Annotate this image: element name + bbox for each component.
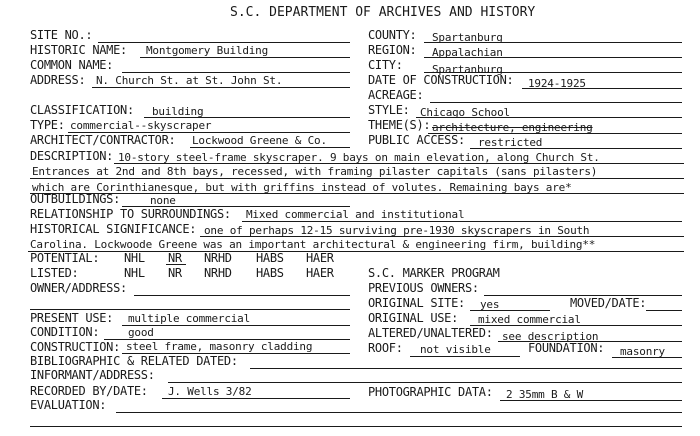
city-value: Spartanburg — [432, 63, 503, 76]
description-line-3: which are Corinthianesque, but with griffins instead of volutes. Remaining bays are* — [32, 181, 572, 194]
roof-line — [410, 356, 520, 357]
region-label: REGION: — [368, 43, 417, 57]
acreage-line — [430, 102, 682, 103]
historic-name-value: Montgomery Building — [146, 44, 269, 57]
classification-value: building — [152, 105, 204, 118]
themes-value: architecture, engineering — [432, 121, 593, 134]
foundation-line — [612, 357, 682, 358]
present-use-label: PRESENT USE: — [30, 311, 114, 325]
original-site-value: yes — [480, 298, 500, 311]
construction-label: CONSTRUCTION: — [30, 340, 121, 354]
type-label: TYPE: — [30, 118, 65, 132]
themes-label: THEME(S): — [368, 118, 431, 132]
owner-address-line-2 — [30, 309, 350, 310]
architect-label: ARCHITECT/CONTRACTOR: — [30, 133, 176, 147]
historic-name-label: HISTORIC NAME: — [30, 43, 127, 57]
historic-name-line — [140, 57, 350, 58]
condition-label: CONDITION: — [30, 325, 100, 339]
potential-nr-underline — [166, 264, 186, 265]
owner-address-line — [134, 295, 350, 296]
altered-value: see description — [502, 330, 599, 343]
public-access-value: restricted — [478, 136, 543, 149]
bibliographic-label: BIBLIOGRAPHIC & RELATED DATED: — [30, 354, 238, 368]
present-use-line — [122, 325, 350, 326]
relationship-line — [242, 221, 682, 222]
present-use-value: multiple commercial — [128, 312, 251, 325]
classification-line — [144, 117, 350, 118]
date-of-construction-label: DATE OF CONSTRUCTION: — [368, 73, 514, 87]
roof-value: not visible — [420, 343, 491, 356]
evaluation-label: EVALUATION: — [30, 398, 107, 412]
evaluation-line — [116, 412, 682, 413]
description-line-2-rule — [30, 178, 684, 179]
public-access-label: PUBLIC ACCESS: — [368, 133, 465, 147]
classification-label: CLASSIFICATION: — [30, 103, 134, 117]
description-label: DESCRIPTION: — [30, 149, 114, 163]
address-value: N. Church St. at St. John St. — [96, 74, 283, 87]
description-line-3-rule — [30, 193, 684, 194]
outbuildings-label: OUTBUILDINGS: — [30, 192, 121, 206]
relationship-value: Mixed commercial and institutional — [246, 208, 465, 221]
outbuildings-value: none — [150, 194, 176, 207]
style-label: STYLE: — [368, 103, 410, 117]
architect-line — [190, 147, 350, 148]
foundation-value: masonry — [620, 345, 665, 358]
historical-significance-line-1: one of perhaps 12-15 surviving pre-1930 skyscrapers in South — [204, 224, 590, 237]
potential-label: POTENTIAL: — [30, 251, 100, 265]
description-line-2: Entrances at 2nd and 8th bays, recessed, with framing pilaster capitals (sans pilasters) — [32, 165, 598, 178]
historical-significance-label: HISTORICAL SIGNIFICANCE: — [30, 222, 197, 236]
county-value: Spartanburg — [432, 31, 503, 44]
evaluation-line-2 — [30, 426, 682, 427]
informant-line — [168, 382, 682, 383]
listed-nhl: NHL — [124, 266, 145, 280]
original-use-value: mixed commercial — [478, 313, 581, 326]
original-site-line — [470, 310, 550, 311]
recorded-by-label: RECORDED BY/DATE: — [30, 384, 148, 398]
previous-owners-label: PREVIOUS OWNERS: — [368, 281, 479, 295]
site-no-label: SITE NO.: — [30, 28, 93, 42]
altered-label: ALTERED/UNALTERED: — [368, 326, 493, 340]
region-line — [424, 57, 682, 58]
address-label: ADDRESS: — [30, 73, 86, 87]
relationship-label: RELATIONSHIP TO SURROUNDINGS: — [30, 207, 231, 221]
description-line-1-rule — [114, 163, 684, 164]
marker-program-label: S.C. MARKER PROGRAM — [368, 266, 500, 280]
potential-nhl: NHL — [124, 251, 145, 265]
listed-habs: HABS — [256, 266, 284, 280]
style-line — [416, 117, 682, 118]
historical-significance-line-1-rule — [200, 236, 684, 237]
date-of-construction-value: 1924-1925 — [528, 77, 586, 90]
potential-habs: HABS — [256, 251, 284, 265]
type-value: commercial--skyscraper — [70, 119, 212, 132]
original-site-label: ORIGINAL SITE: — [368, 296, 465, 310]
common-name-line — [122, 72, 350, 73]
county-label: COUNTY: — [368, 28, 417, 42]
moved-date-line — [646, 310, 682, 311]
potential-haer: HAER — [306, 251, 334, 265]
listed-nr: NR — [168, 266, 182, 280]
style-value: Chicago School — [420, 106, 510, 119]
city-label: CITY: — [368, 58, 403, 72]
architect-value: Lockwood Greene & Co. — [192, 134, 327, 147]
owner-address-label: OWNER/ADDRESS: — [30, 281, 127, 295]
original-use-label: ORIGINAL USE: — [368, 311, 459, 325]
condition-value: good — [128, 326, 154, 339]
potential-nrhd: NRHD — [204, 251, 232, 265]
photographic-line — [500, 400, 682, 401]
photographic-label: PHOTOGRAPHIC DATA: — [368, 385, 493, 399]
photographic-value: 2 35mm B & W — [506, 388, 584, 401]
recorded-by-value: J. Wells 3/82 — [168, 385, 252, 398]
acreage-label: ACREAGE: — [368, 88, 424, 102]
date-of-construction-line — [522, 88, 682, 89]
potential-nr-selected: NR — [168, 251, 182, 265]
form-title: S.C. DEPARTMENT OF ARCHIVES AND HISTORY — [230, 5, 536, 20]
listed-nrhd: NRHD — [204, 266, 232, 280]
county-line — [424, 42, 682, 43]
listed-haer: HAER — [306, 266, 334, 280]
roof-label: ROOF: — [368, 341, 403, 355]
construction-value: steel frame, masonry cladding — [126, 340, 313, 353]
bibliographic-line — [250, 368, 682, 369]
public-access-line — [470, 148, 682, 149]
listed-label: LISTED: — [30, 266, 79, 280]
recorded-by-line — [162, 398, 350, 399]
address-line — [92, 87, 350, 88]
region-value: Appalachian — [432, 46, 503, 59]
themes-line — [428, 133, 682, 134]
foundation-label: FOUNDATION: — [528, 341, 605, 355]
common-name-label: COMMON NAME: — [30, 58, 114, 72]
historical-significance-line-2: Carolina. Lockwoode Greene was an important architectural & engineering firm, building** — [30, 238, 596, 251]
site-no-line — [98, 42, 350, 43]
moved-date-label: MOVED/DATE: — [570, 296, 647, 310]
description-line-1: 10-story steel-frame skyscraper. 9 bays on main elevation, along Church St. — [118, 151, 600, 164]
informant-label: INFORMANT/ADDRESS: — [30, 368, 155, 382]
original-use-line — [470, 325, 682, 326]
